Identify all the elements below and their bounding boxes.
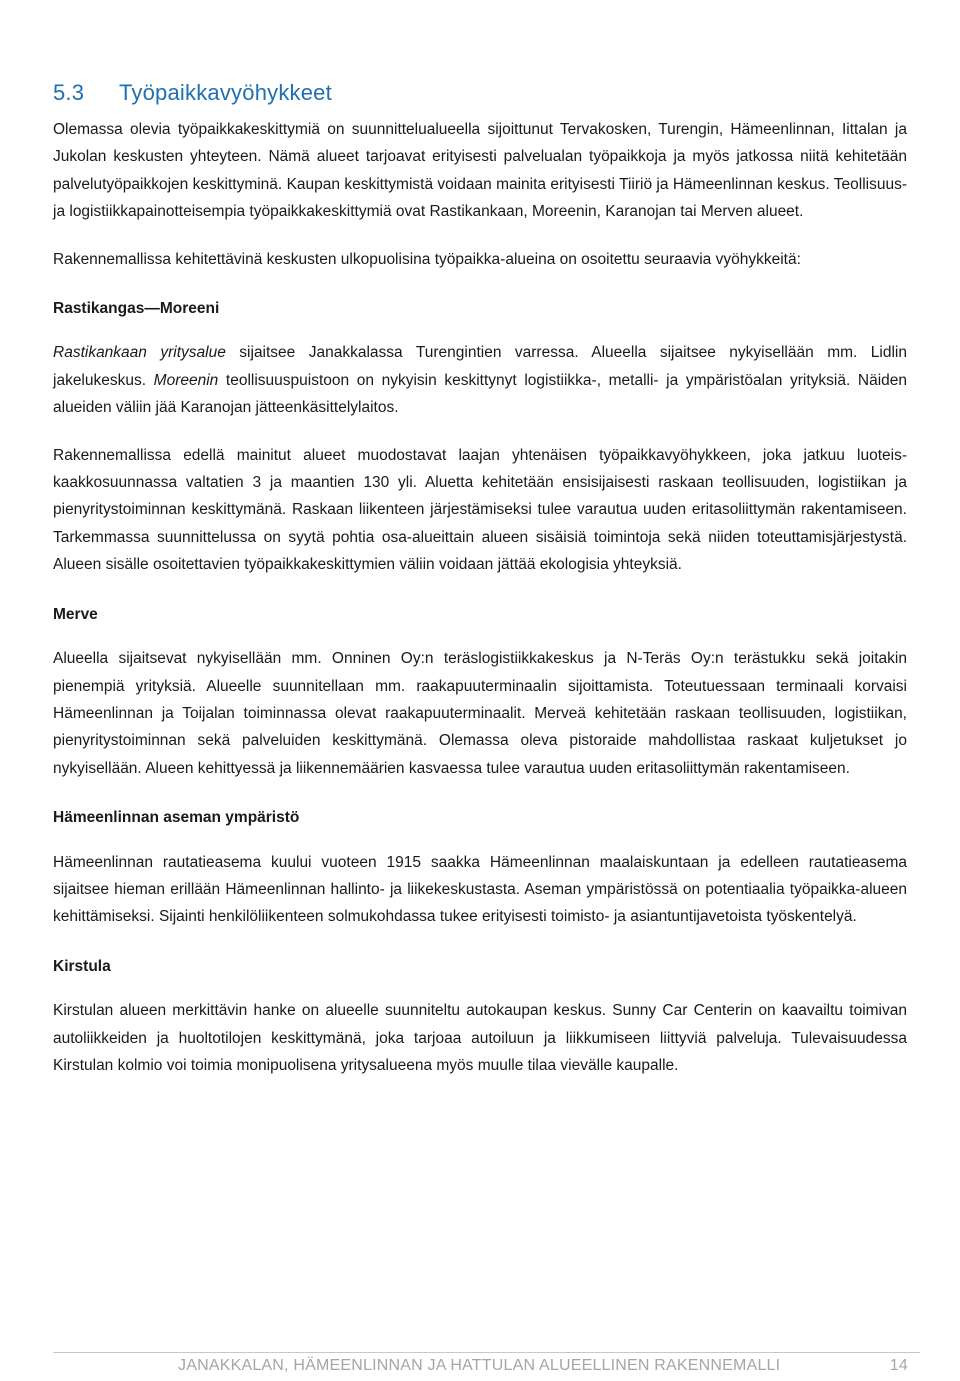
section-title: Työpaikkavyöhykkeet (119, 80, 332, 105)
merve-paragraph-1: Alueella sijaitsevat nykyisellään mm. Onninen Oy:n teräslogistiikkakeskus ja N-Teräs Oy:n terästukku sekä joitakin pienempiä yrityksiä. Alueelle suunnitellaan mm. raakapuuterminaalin sijoittamista. Toteutuessaan terminaali korvaisi Hämeenlinnan ja Toijalan toiminnassa olevat raakapuuterminaalit. Merveä kehitetään raskaan teollisuuden, logistiikan, pienyritystoiminnan sekä palveluiden keskittymänä. Olemassa oleva pistoraide mahdollistaa raskaat kuljetukset jo nykyisellään. Alueen kehittyessä ja liikennemäärien kasvaessa tulee varautua uuden eritasoliittymän rakentamiseen. (53, 650, 907, 777)
kirstula-paragraph-1: Kirstulan alueen merkittävin hanke on alueelle suunniteltu autokaupan keskus. Sunny Car Centerin on kaavailtu toimivan autoliikkeiden ja huoltotilojen keskittymänä, joka tarjoaa autoiluun ja liikkumiseen liittyviä palveluja. Tulevaisuudessa Kirstulan kolmio voi toimia monipuolisena yritysalueena myös muulle tilaa vievälle kaupalle. (53, 1002, 907, 1074)
subheading-merve: Merve (53, 605, 98, 623)
subheading-hameenlinna: Hämeenlinnan aseman ympäristö (53, 809, 300, 827)
page-footer (178, 1357, 908, 1375)
rastikangas-text-a: sijaitsee Janakkalassa Turengintien varressa. Alueella sijaitsee nykyisellään mm. Lidlin jakelukeskus. (53, 344, 907, 389)
rastikangas-text-b: teollisuuspuistoon on nykyisin keskittynyt logistiikka-, metalli- ja ympäristöalan yrityksiä. Näiden alueiden väliin jää Karanojan jätteenkäsittelylaitos. (53, 371, 907, 417)
section-heading (53, 80, 332, 106)
hameenlinna-paragraph-1: Hämeenlinnan rautatieasema kuului vuoteen 1915 saakka Hämeenlinnan maalaiskuntaan ja edelleen rautatieasema sijaitsee hieman erillään Hämeenlinnan hallinto- ja liikekeskustasta. Aseman ympäristössä on potentiaalia työpaikka-alueen kehittämiseksi. Sijainti henkilöliikenteen solmukohdassa tukee erityisesti toimisto- ja asiantuntijavetoista työskentelyä. (53, 853, 907, 926)
intro-paragraph-2: Rakennemallissa kehitettävinä keskusten ulkopuolisina työpaikka-alueina on osoitettu seuraavia vyöhykkeitä: (53, 250, 801, 268)
rastikangas-italic-b: Moreenin (153, 371, 219, 389)
intro-paragraph-1: Olemassa olevia työpaikkakeskittymiä on suunnittelualueella sijoittunut Tervakosken, Turengin, Hämeenlinnan, Iittalan ja Jukolan keskusten yhteyteen. Nämä alueet tarjoavat erityisesti palvelualan työpaikkoja ja myös jatkossa niitä kehitetään palvelutyöpaikkojen keskittyminä. Kaupan keskittymistä voidaan mainita erityisesti Tiiriö ja Hämeenlinnan keskus. Teollisuus- ja logistiikkapainotteisempia työpaikkakeskittymiä ovat Rastikankaan, Moreenin, Karanojan tai Merven alueet. (53, 121, 907, 221)
footer-title: JANAKKALAN, HÄMEENLINNAN JA HATTULAN ALUEELLINEN RAKENNEMALLI (178, 1357, 781, 1374)
section-number: 5.3 (53, 80, 85, 105)
page-number: 14 (889, 1357, 908, 1374)
rastikangas-italic-a: Rastikankaan yritysalue (53, 344, 226, 362)
rastikangas-paragraph-1 (53, 339, 907, 421)
subheading-rastikangas: Rastikangas—Moreeni (53, 300, 220, 318)
rastikangas-paragraph-2: Rakennemallissa edellä mainitut alueet muodostavat laajan yhtenäisen työpaikkavyöhykkeen, joka jatkuu luoteis-kaakkosuunnassa valtatien 3 ja maantien 130 yli. Aluetta kehitetään ensisijaisesti raskaan teollisuuden, logistiikan ja pienyritystoiminnan keskittymänä. Raskaan liikenteen järjestämiseksi tulee varautua uuden eritasoliittymän rakentamiseen. Tarkemmassa suunnittelussa on syytä pohtia osa-alueittain alueen sisäisiä toimintoja sekä niiden toteuttamisjärjestystä. Alueen sisälle osoitettavien työpaikkakeskittymien väliin voidaan jättää ekologisia yhteyksiä. (53, 446, 907, 574)
subheading-kirstula: Kirstula (53, 957, 111, 975)
footer-divider (53, 1352, 920, 1353)
document-body (53, 116, 907, 1099)
